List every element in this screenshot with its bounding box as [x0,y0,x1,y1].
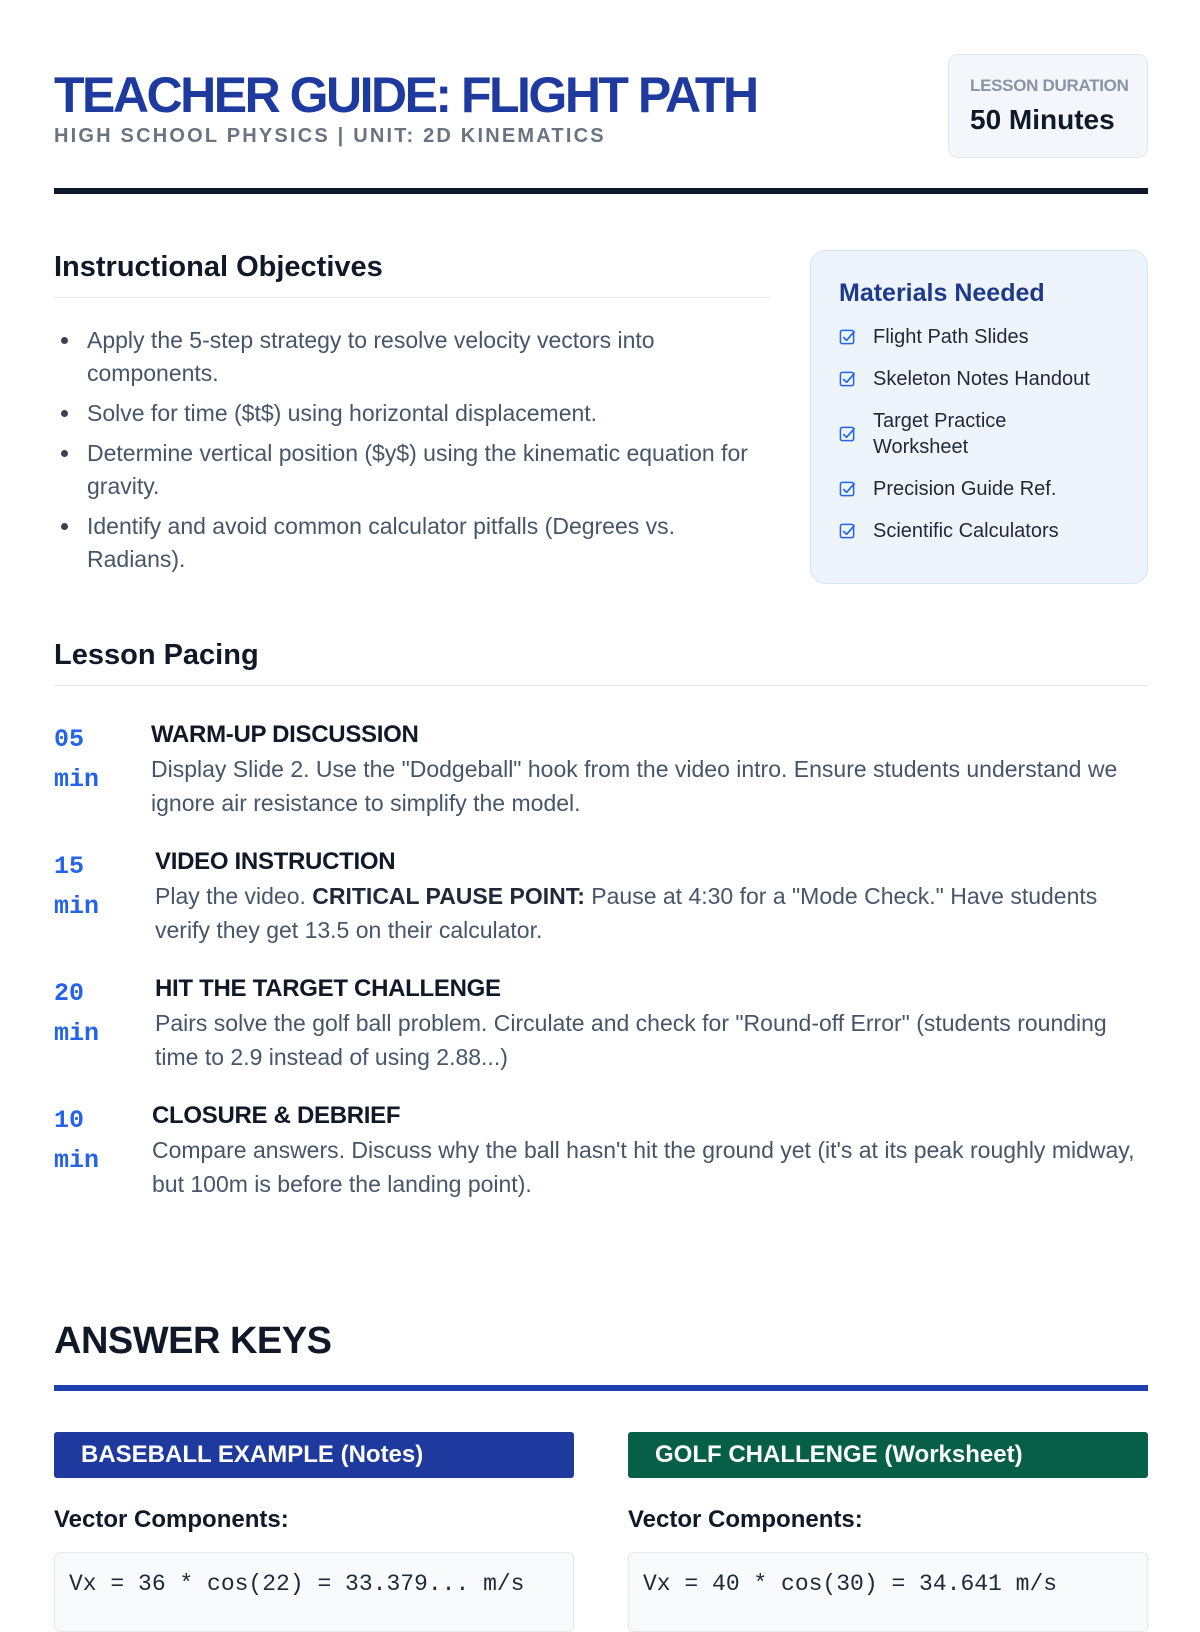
materials-title: Materials Needed [839,279,1045,307]
objective-item [54,437,770,503]
material-label: Scientific Calculators [873,520,1059,542]
materials-list [839,324,1121,544]
material-label: Flight Path Slides [873,326,1029,348]
baseball-subheading: Vector Components: [54,1506,289,1533]
checkbox-checked-icon [839,426,856,443]
pacing-step-title: HIT THE TARGET CHALLENGE [155,975,501,1002]
pacing-unit: min [54,765,100,794]
pacing-body [155,974,1148,1074]
golf-subheading: Vector Components: [628,1506,863,1533]
bullet-dot [61,337,68,344]
material-item [839,408,1121,460]
lesson-duration-card [948,54,1148,158]
lesson-duration-value: 50 Minutes [970,104,1115,135]
materials-card [810,250,1148,584]
answer-keys-divider [54,1385,1148,1391]
pacing-row [54,847,1148,947]
critical-pause-label: CRITICAL PAUSE POINT: [312,883,585,909]
objective-item [54,397,770,430]
pacing-step-desc: Compare answers. Discuss why the ball hasn't hit the ground yet (it's at its peak roughly midway, but 100m is before the landing point). [152,1137,1135,1197]
checkbox-checked-icon [839,329,856,346]
baseball-answer-key [54,1432,574,1632]
material-item [839,518,1121,544]
objectives-title: Instructional Objectives [54,250,770,298]
material-label: Skeleton Notes Handout [873,368,1090,390]
objective-item [54,510,770,576]
pacing-unit: min [54,892,100,921]
bullet-dot [61,410,68,417]
pacing-title: Lesson Pacing [54,638,1148,686]
pacing-minutes: 05 [54,725,85,754]
baseball-banner: BASEBALL EXAMPLE (Notes) [54,1432,574,1478]
pacing-minutes: 10 [54,1106,85,1135]
objective-text: Apply the 5-step strategy to resolve velocity vectors into components. [87,326,655,386]
baseball-code-block: Vx = 36 * cos(22) = 33.379... m/s [54,1552,574,1632]
pacing-desc-text: Play the video. [155,883,313,909]
pacing-minutes: 15 [54,852,85,881]
pacing-step-desc: Pairs solve the golf ball problem. Circulate and check for "Round-off Error" (students rounding time to 2.9 instead of using 2.88...) [155,1010,1107,1070]
pacing-section [54,638,1148,1197]
lesson-duration-label: LESSON DURATION [970,76,1129,95]
pacing-row [54,974,1148,1074]
pacing-step-desc: Display Slide 2. Use the "Dodgeball" hook from the video intro. Ensure students understand we ignore air resistance to simplify the model. [151,756,1118,816]
answer-keys-section [54,1320,1148,1597]
answer-keys-title: ANSWER KEYS [54,1320,332,1362]
bullet-dot [61,523,68,530]
bullet-dot [61,450,68,457]
material-label: Target Practice Worksheet [873,410,1007,458]
pacing-minutes: 20 [54,979,85,1008]
pacing-step-desc [155,879,1148,947]
material-label: Precision Guide Ref. [873,478,1057,500]
pacing-duration [54,1101,134,1181]
pacing-duration [54,720,134,800]
checkbox-checked-icon [839,523,856,540]
pacing-row [54,1101,1148,1201]
pacing-duration [54,974,134,1054]
objective-text: Identify and avoid common calculator pitfalls (Degrees vs. Radians). [87,512,676,572]
material-item [839,324,1121,350]
page-title: TEACHER GUIDE: FLIGHT PATH [54,67,757,123]
objective-text: Solve for time ($t$) using horizontal displacement. [87,399,598,426]
objectives-list [54,324,770,576]
pacing-step-title: CLOSURE & DEBRIEF [152,1102,401,1129]
pacing-duration [54,847,134,927]
golf-code-block: Vx = 40 * cos(30) = 34.641 m/s [628,1552,1148,1632]
pacing-row [54,720,1148,820]
pacing-unit: min [54,1146,100,1175]
page-subtitle: HIGH SCHOOL PHYSICS | UNIT: 2D KINEMATICS [54,125,606,147]
material-item [839,476,1121,502]
golf-banner: GOLF CHALLENGE (Worksheet) [628,1432,1148,1478]
golf-answer-key [628,1432,1148,1632]
objectives-section [54,250,770,583]
pacing-unit: min [54,1019,100,1048]
page-header [54,52,1148,194]
pacing-desc-text: Pause at 4:30 for a "Mode Check." Have students verify they get 13.5 on their calculator. [155,883,1098,943]
pacing-body [152,1101,1148,1201]
objective-text: Determine vertical position ($y$) using the kinematic equation for gravity. [87,439,748,499]
checkbox-checked-icon [839,371,856,388]
pacing-body [151,720,1148,820]
pacing-body [155,847,1148,947]
objective-item [54,324,770,390]
pacing-step-title: VIDEO INSTRUCTION [155,848,396,875]
pacing-step-title: WARM-UP DISCUSSION [151,721,419,748]
header-divider [54,188,1148,194]
material-item [839,366,1121,392]
checkbox-checked-icon [839,481,856,498]
